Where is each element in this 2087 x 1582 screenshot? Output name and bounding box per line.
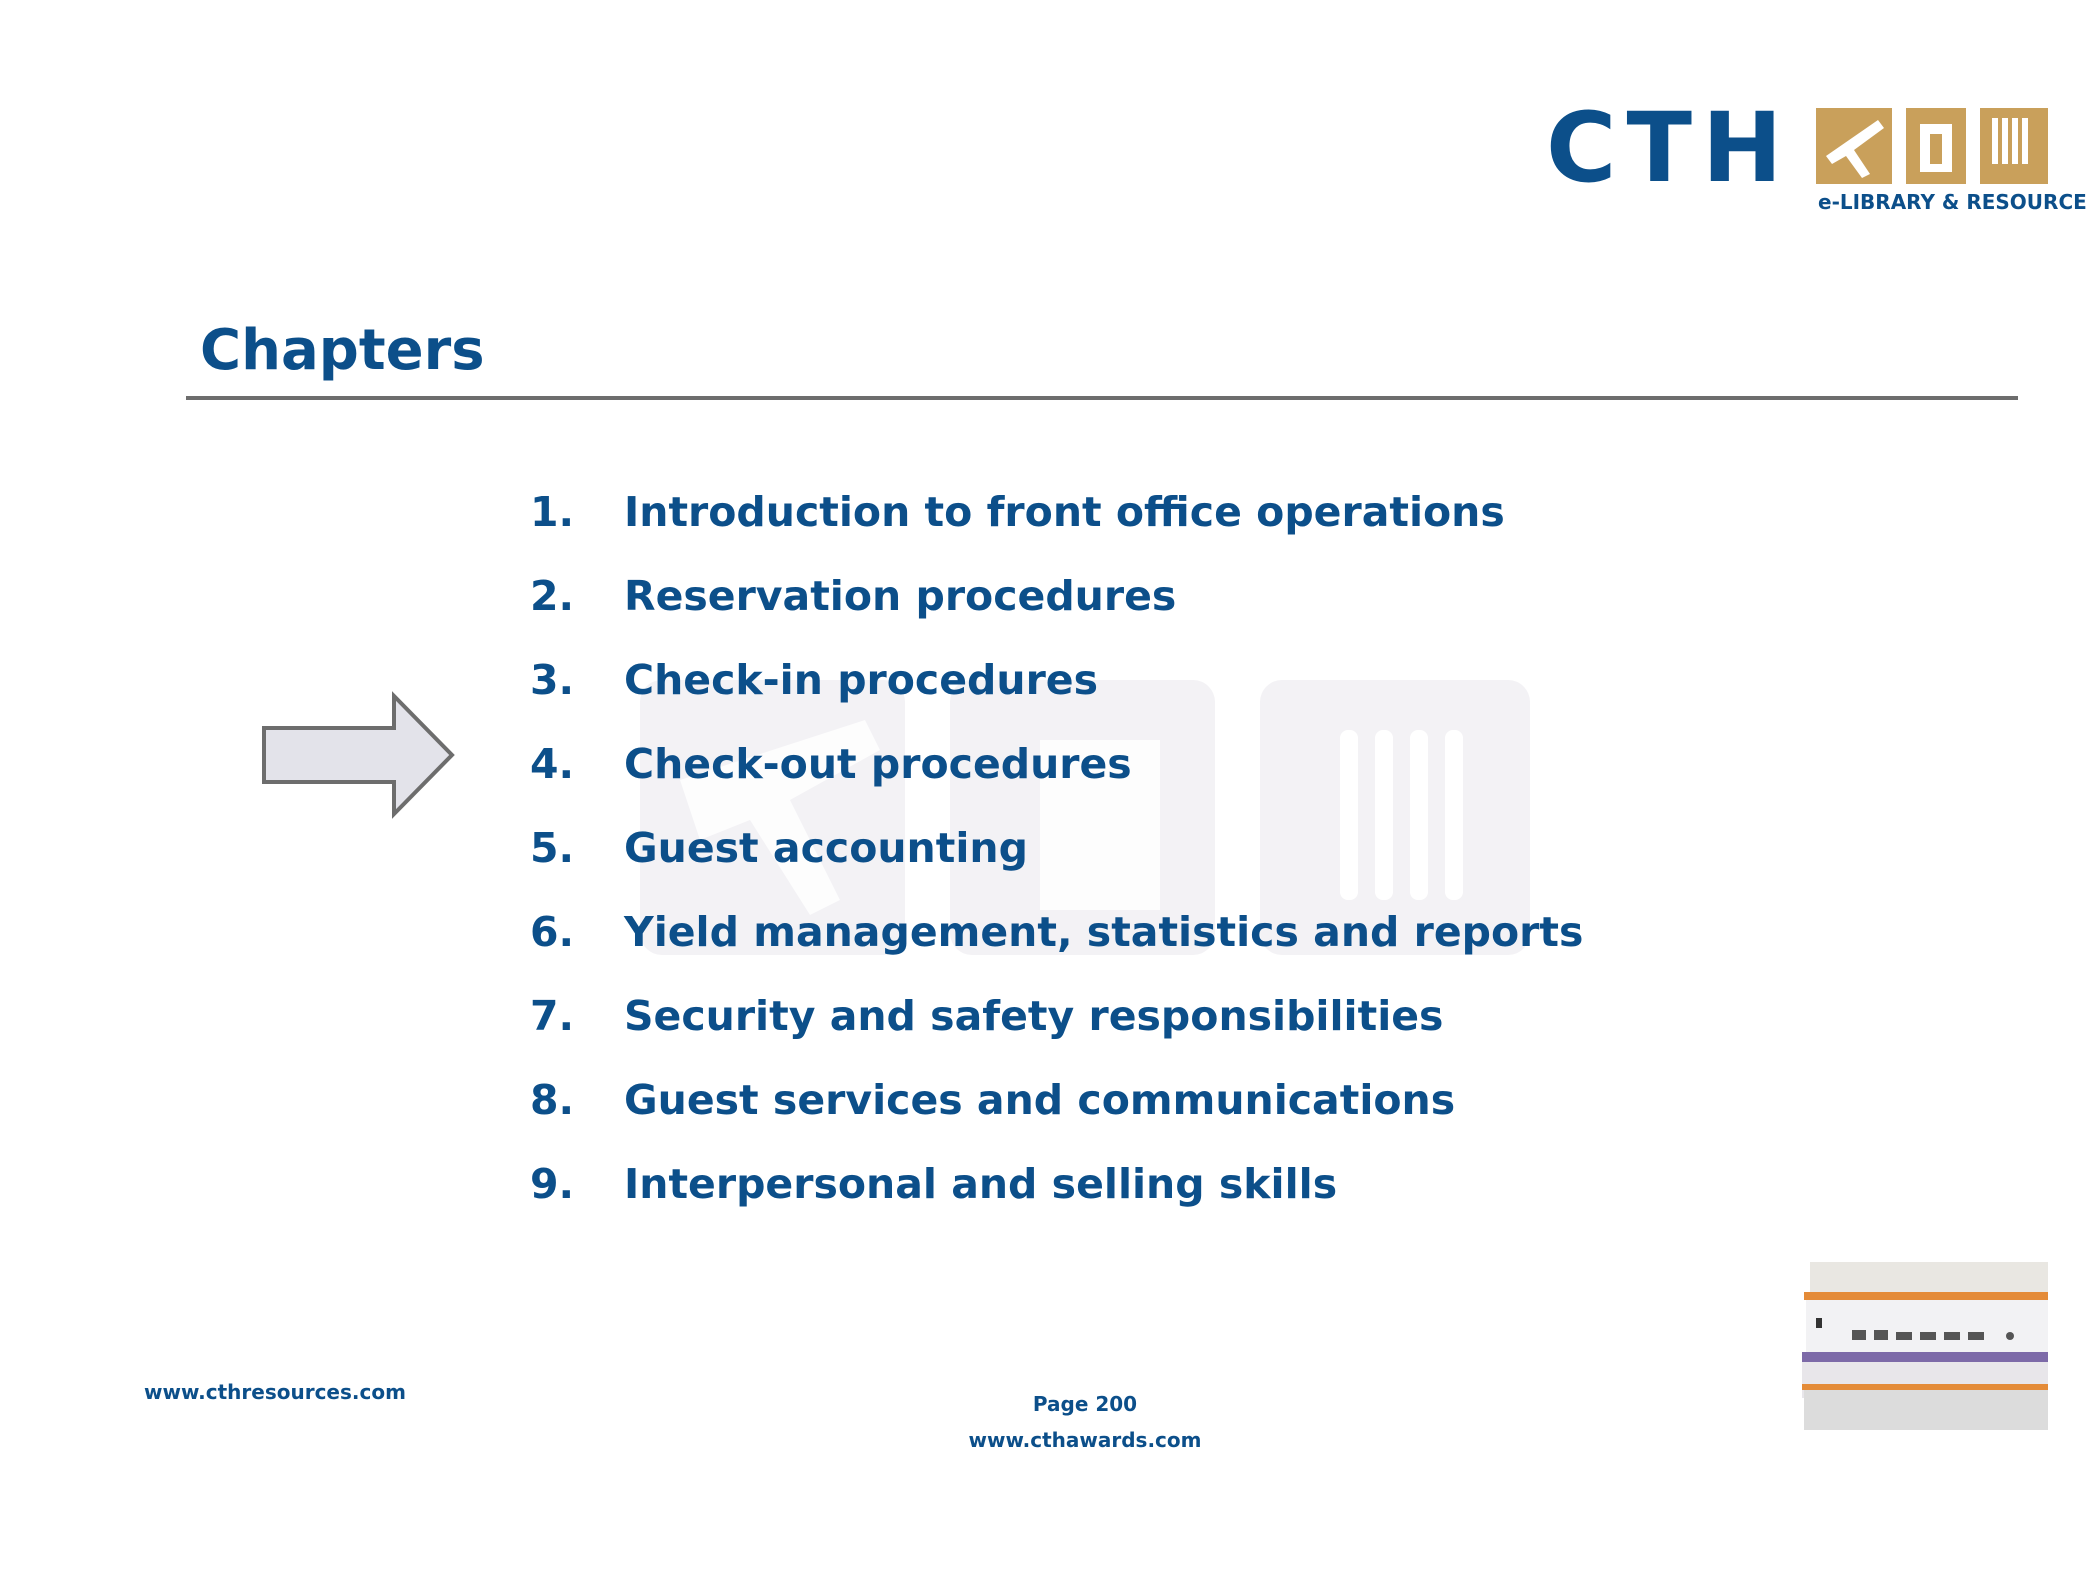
chapter-title: Check-in procedures [624,656,1099,704]
logo-tagline: e-LIBRARY & RESOURCE [1818,190,2087,214]
chapter-number: 3. [530,656,575,704]
title-divider [186,396,2018,400]
chapter-title: Security and safety responsibilities [624,992,1444,1040]
chapter-number: 8. [530,1076,575,1124]
page-number: Page 200 [1032,1392,1138,1416]
list-item-current [530,722,1583,806]
chapter-title: Yield management, statistics and reports [624,908,1584,956]
books-image [1802,1262,2048,1432]
right-arrow-icon [262,694,456,816]
list-item [530,470,1583,554]
list-item [530,806,1583,890]
chapter-number: 9. [530,1160,575,1208]
chapter-number: 7. [530,992,575,1040]
list-item [530,890,1583,974]
logo-wordmark: CTH [1546,92,1793,204]
fork-icon [1980,108,2048,184]
chapter-number: 5. [530,824,575,872]
logo-tiles [1816,108,2048,184]
cth-logo [1546,92,2087,220]
page-title: Chapters [200,318,485,383]
list-item [530,554,1583,638]
chapter-number: 6. [530,908,575,956]
chapter-title: Introduction to front office operations [624,488,1505,536]
airplane-icon [1816,108,1892,184]
chapter-title: Guest services and communications [624,1076,1456,1124]
chapter-title: Guest accounting [624,824,1028,872]
chapter-number: 1. [530,488,575,536]
chapter-number: 4. [530,740,575,788]
list-item [530,974,1583,1058]
footer-center [880,1386,1290,1458]
chapter-title: Check-out procedures [624,740,1132,788]
list-item [530,638,1583,722]
footer-resources-link[interactable]: www.cthresources.com [144,1380,406,1404]
chapter-list [530,470,1583,1226]
footer-awards-link[interactable]: www.cthawards.com [968,1428,1202,1452]
key-icon [1906,108,1966,184]
chapter-number: 2. [530,572,575,620]
list-item [530,1058,1583,1142]
chapter-title: Interpersonal and selling skills [624,1160,1338,1208]
chapter-title: Reservation procedures [624,572,1177,620]
list-item [530,1142,1583,1226]
